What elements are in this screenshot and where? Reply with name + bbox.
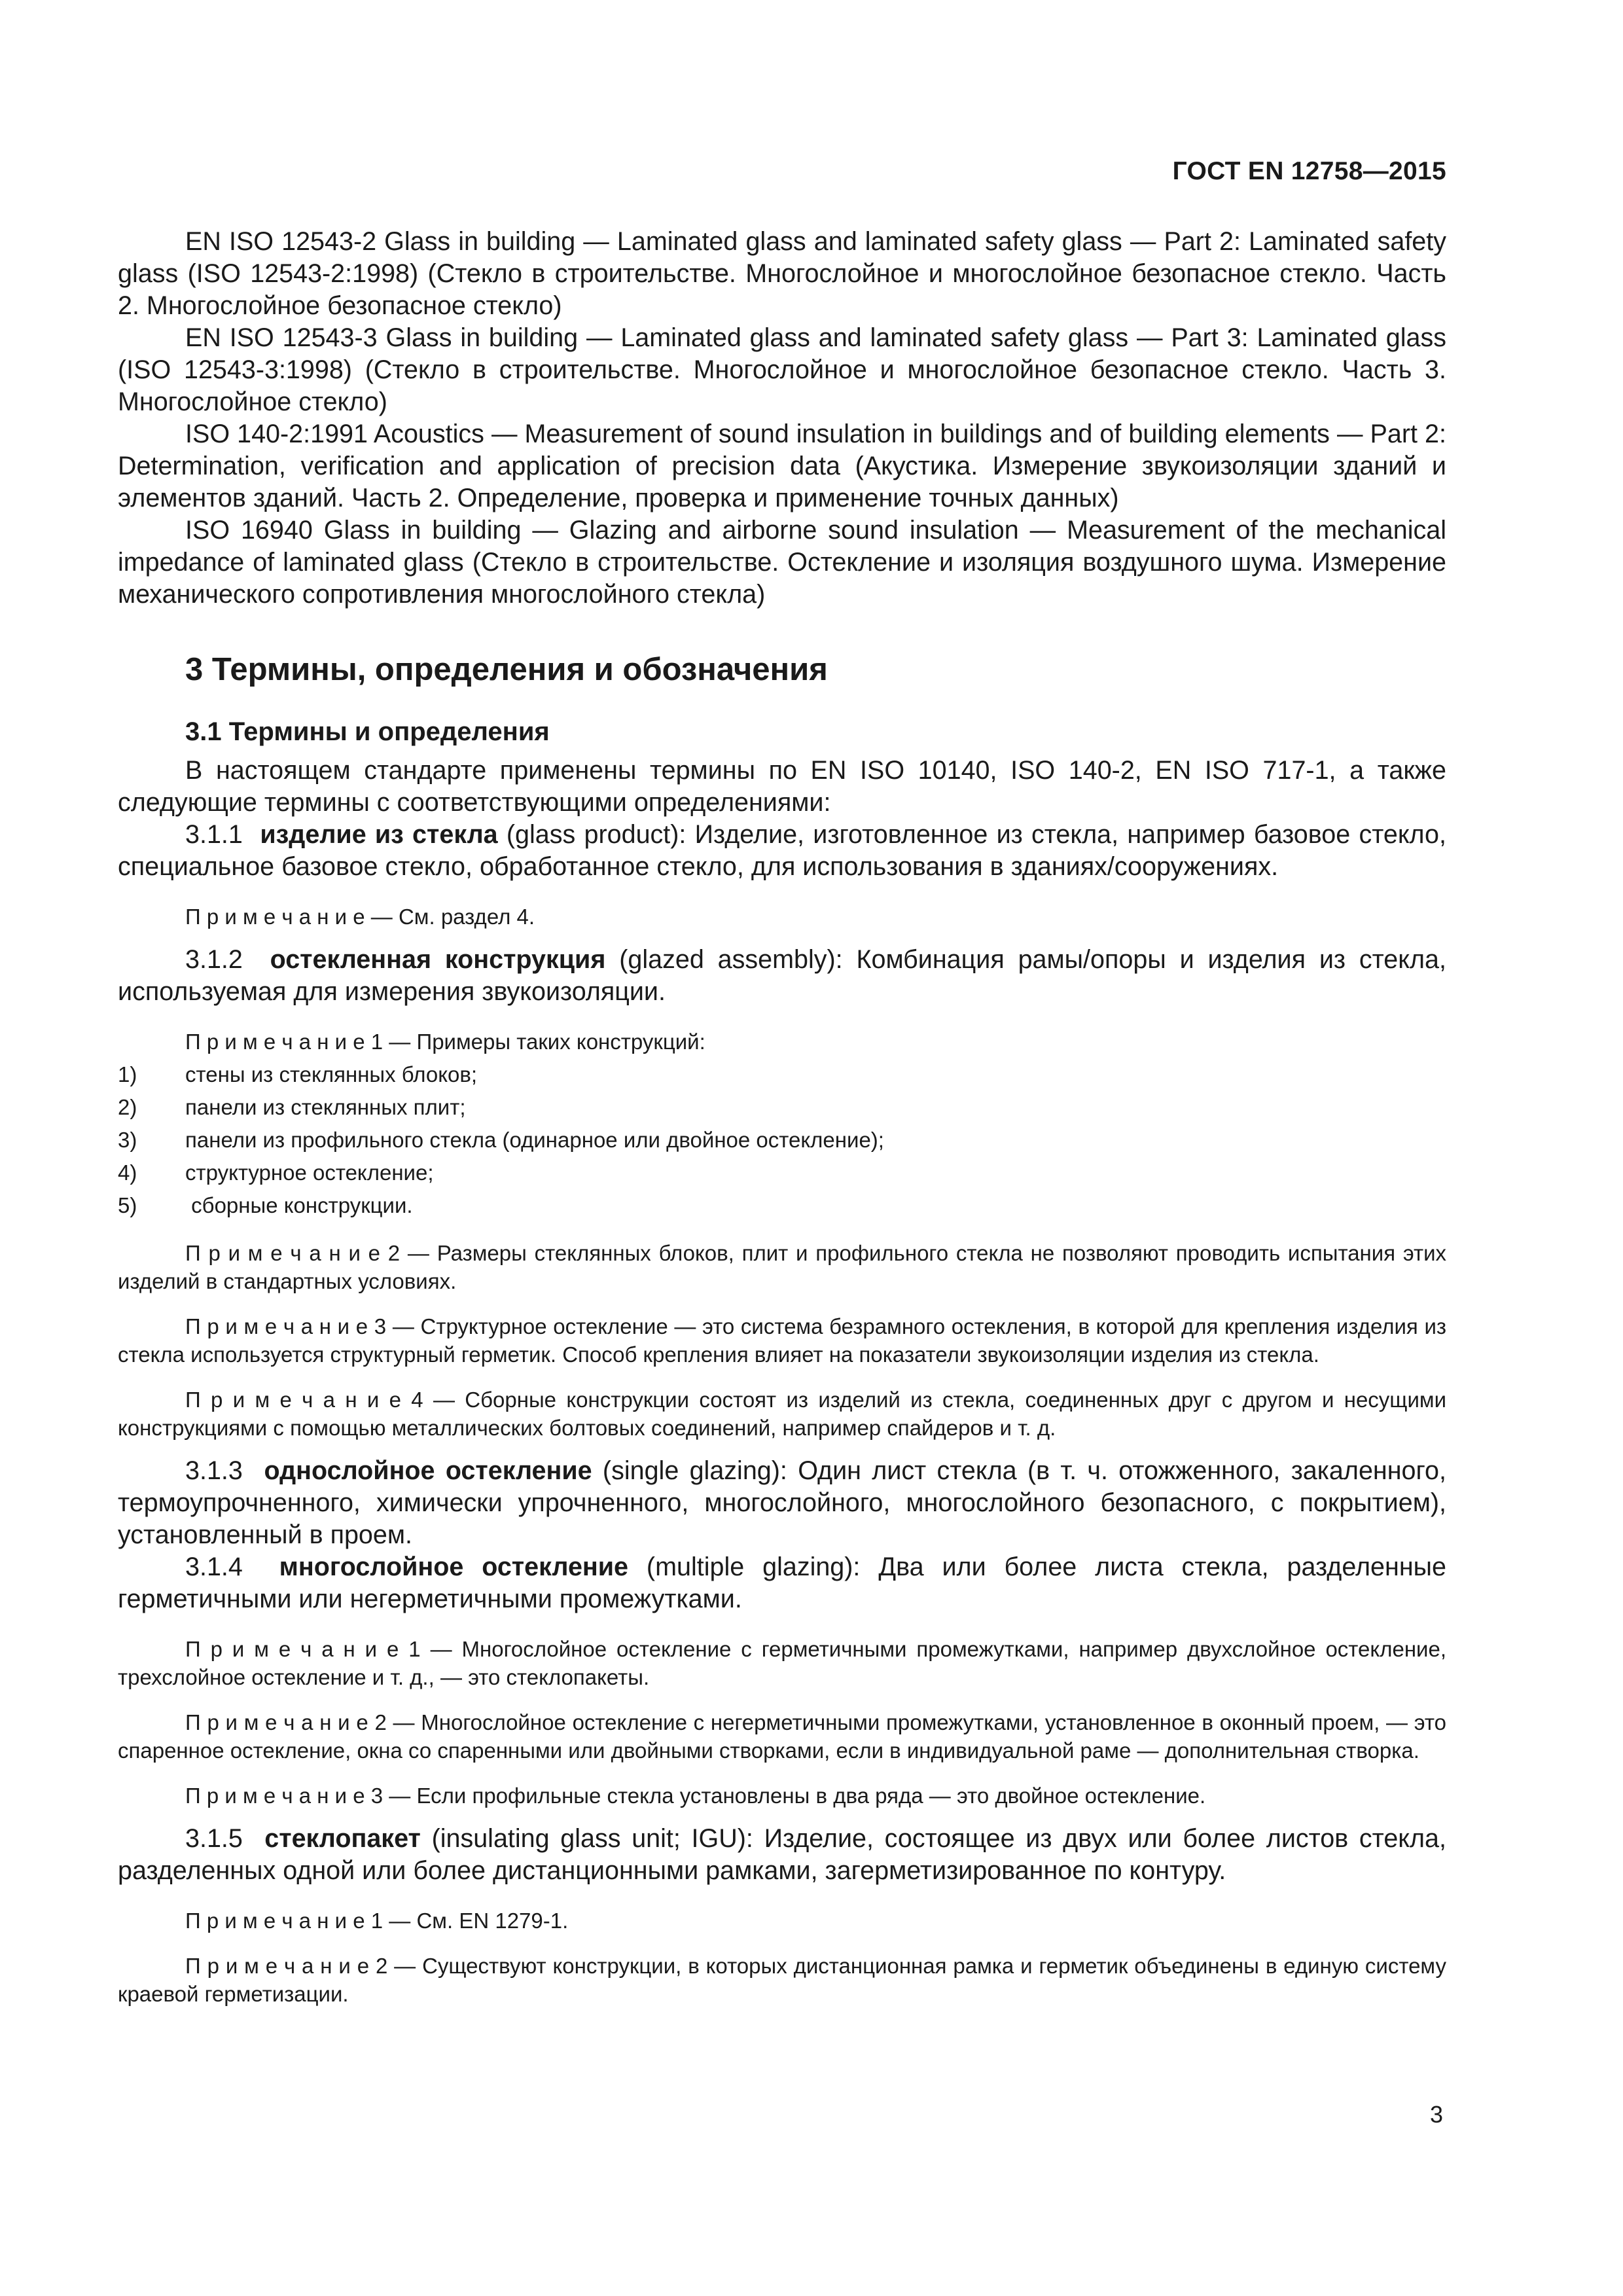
term-number: 3.1.4 [185, 1552, 243, 1581]
list-item [118, 1126, 1446, 1154]
list-number: 4) [118, 1160, 137, 1185]
page-content [118, 226, 1446, 2008]
term-definition-3-1-5 [118, 1823, 1446, 1887]
term-text: (insulating glass unit; IGU): Изделие, состоящее из двух или более листов стекла, разделенных одной или более дистанционными рамками, загерметизированное по контуру. [118, 1824, 1447, 1885]
note-text: — Сборные конструкции состоят из изделий из стекла, соединенных друг с другом и несущими конструкциями с помощью металлических болтовых соединений, например спайдеров и т. д. [118, 1388, 1447, 1440]
note-text: — Если профильные стекла установлены в два ряда — это двойное остекление. [383, 1784, 1206, 1808]
note [118, 1028, 1446, 1056]
note-text: — См. раздел 4. [365, 905, 535, 929]
note-label: П р и м е ч а н и е 3 [185, 1784, 383, 1808]
note-text: — См. EN 1279-1. [383, 1909, 569, 1933]
note-label: П р и м е ч а н и е 1 [185, 1637, 421, 1661]
list-text: стены из стеклянных блоков; [185, 1062, 478, 1086]
note [118, 1312, 1446, 1369]
page-number: 3 [1429, 2101, 1443, 2128]
list-number: 3) [118, 1128, 137, 1152]
term-name: однослойное остекление [264, 1456, 592, 1485]
note [118, 1239, 1446, 1295]
reference-item: ISO 140-2:1991 Acoustics — Measurement of sound insulation in buildings and of building elements — Part 2: Determination, verification and application of precision data (Акустика. Измерение звукоизоляции зданий и элементов зданий. Часть 2. Определение, проверка и применение точных данных) [118, 420, 1446, 512]
note-label: П р и м е ч а н и е 1 [185, 1030, 383, 1054]
term-text: (single glazing): Один лист стекла (в т. ч. отожженного, закаленного, термоупрочненного, химически упрочненного, многослойного, многослойного безопасного, с покрытием), установленный в проем. [118, 1456, 1446, 1549]
note [118, 1907, 1446, 1935]
list-item [118, 1191, 1446, 1219]
note [118, 903, 1446, 931]
term-text: (glass product): Изделие, изготовленное из стекла, например базовое стекло, специальное базовое стекло, обработанное стекло, для использования в зданиях/сооружениях. [118, 820, 1446, 881]
list-item [118, 1093, 1446, 1121]
term-definition-3-1-3 [118, 1455, 1446, 1551]
list-number: 2) [118, 1095, 137, 1119]
reference-item: EN ISO 12543-3 Glass in building — Laminated glass and laminated safety glass — Part 3: Laminated glass (ISO 12543-3:1998) (Стекло в строительстве. Многослойное и многослойное безопасное стекло. Часть 3. Многослойное стекло) [118, 323, 1446, 416]
note-label: П р и м е ч а н и е 2 [185, 1710, 387, 1734]
document-code-header: ГОСТ EN 12758—2015 [1172, 157, 1446, 185]
term-definition-3-1-2 [118, 944, 1446, 1008]
note-label: П р и м е ч а н и е 3 [185, 1314, 387, 1338]
note-text: — Размеры стеклянных блоков, плит и профильного стекла не позволяют проводить испытания этих изделий в стандартных условиях. [118, 1241, 1446, 1293]
note-text: — Примеры таких конструкций: [383, 1030, 705, 1054]
term-number: 3.1.5 [185, 1824, 243, 1853]
reference-item: EN ISO 12543-2 Glass in building — Laminated glass and laminated safety glass — Part 2: Laminated safety glass (ISO 12543-2:1998) (Стекло в строительстве. Многослойное и многослойное безопасное стекло. Часть 2. Многослойное безопасное стекло) [118, 227, 1446, 320]
note [118, 1782, 1446, 1810]
term-text: (multiple glazing): Два или более листа стекла, разделенные герметичными или негерметичными промежутками. [118, 1552, 1446, 1613]
note-label: П р и м е ч а н и е 4 [185, 1388, 423, 1412]
list-number: 5) [118, 1193, 137, 1217]
list-number: 1) [118, 1062, 137, 1086]
note [118, 1635, 1446, 1691]
term-number: 3.1.2 [185, 945, 243, 974]
term-text: (glazed assembly): Комбинация рамы/опоры и изделия из стекла, используемая для измерения звукоизоляции. [118, 945, 1446, 1006]
note [118, 1952, 1446, 2008]
term-definition-3-1-1 [118, 819, 1446, 883]
list-text: сборные конструкции. [185, 1193, 413, 1217]
note-label: П р и м е ч а н и е 2 [185, 1954, 388, 1978]
note-text: — Многослойное остекление с герметичными промежутками, например двухслойное остекление, трехслойное остекление и т. д., — это стеклопакеты. [118, 1637, 1446, 1689]
note-label: П р и м е ч а н и е 2 [185, 1241, 401, 1265]
reference-item: ISO 16940 Glass in building — Glazing and airborne sound insulation — Measurement of the mechanical impedance of laminated glass (Стекло в строительстве. Остекление и изоляция воздушного шума. Измерение механического сопротивления многослойного стекла) [118, 516, 1446, 609]
term-number: 3.1.3 [185, 1456, 243, 1485]
term-name: многослойное остекление [279, 1552, 629, 1581]
note-text: — Существуют конструкции, в которых дистанционная рамка и герметик объединены в единую систему краевой герметизации. [118, 1954, 1446, 2006]
section-heading: 3 Термины, определения и обозначения [185, 652, 828, 687]
note-text: — Многослойное остекление с негерметичными промежутками, установленное в оконный проем, — это спаренное остекление, окна со спаренными или двойными створками, если в индивидуальной раме — дополнительная створка. [118, 1710, 1446, 1763]
list-text: структурное остекление; [185, 1160, 434, 1185]
note-label: П р и м е ч а н и е 1 [185, 1909, 383, 1933]
term-number: 3.1.1 [185, 820, 243, 849]
note-text: — Структурное остекление — это система безрамного остекления, в которой для крепления изделия из стекла используется структурный герметик. Способ крепления влияет на показатели звукоизоляции изделия из стекла. [118, 1314, 1447, 1367]
term-definition-3-1-4 [118, 1551, 1446, 1615]
term-name: остекленная конструкция [270, 945, 606, 974]
term-name: стеклопакет [264, 1824, 421, 1853]
note [118, 1708, 1446, 1765]
list-text: панели из стеклянных плит; [185, 1095, 466, 1119]
list-text: панели из профильного стекла (одинарное или двойное остекление); [185, 1128, 884, 1152]
list-item [118, 1158, 1446, 1187]
list-item [118, 1060, 1446, 1088]
term-name: изделие из стекла [260, 820, 498, 849]
subsection-heading: 3.1 Термины и определения [185, 717, 550, 746]
section-intro: В настоящем стандарте применены термины по EN ISO 10140, ISO 140-2, EN ISO 717-1, а также следующие термины с соответствующими определениями: [118, 756, 1446, 817]
note [118, 1386, 1446, 1442]
note-label: П р и м е ч а н и е [185, 905, 365, 929]
